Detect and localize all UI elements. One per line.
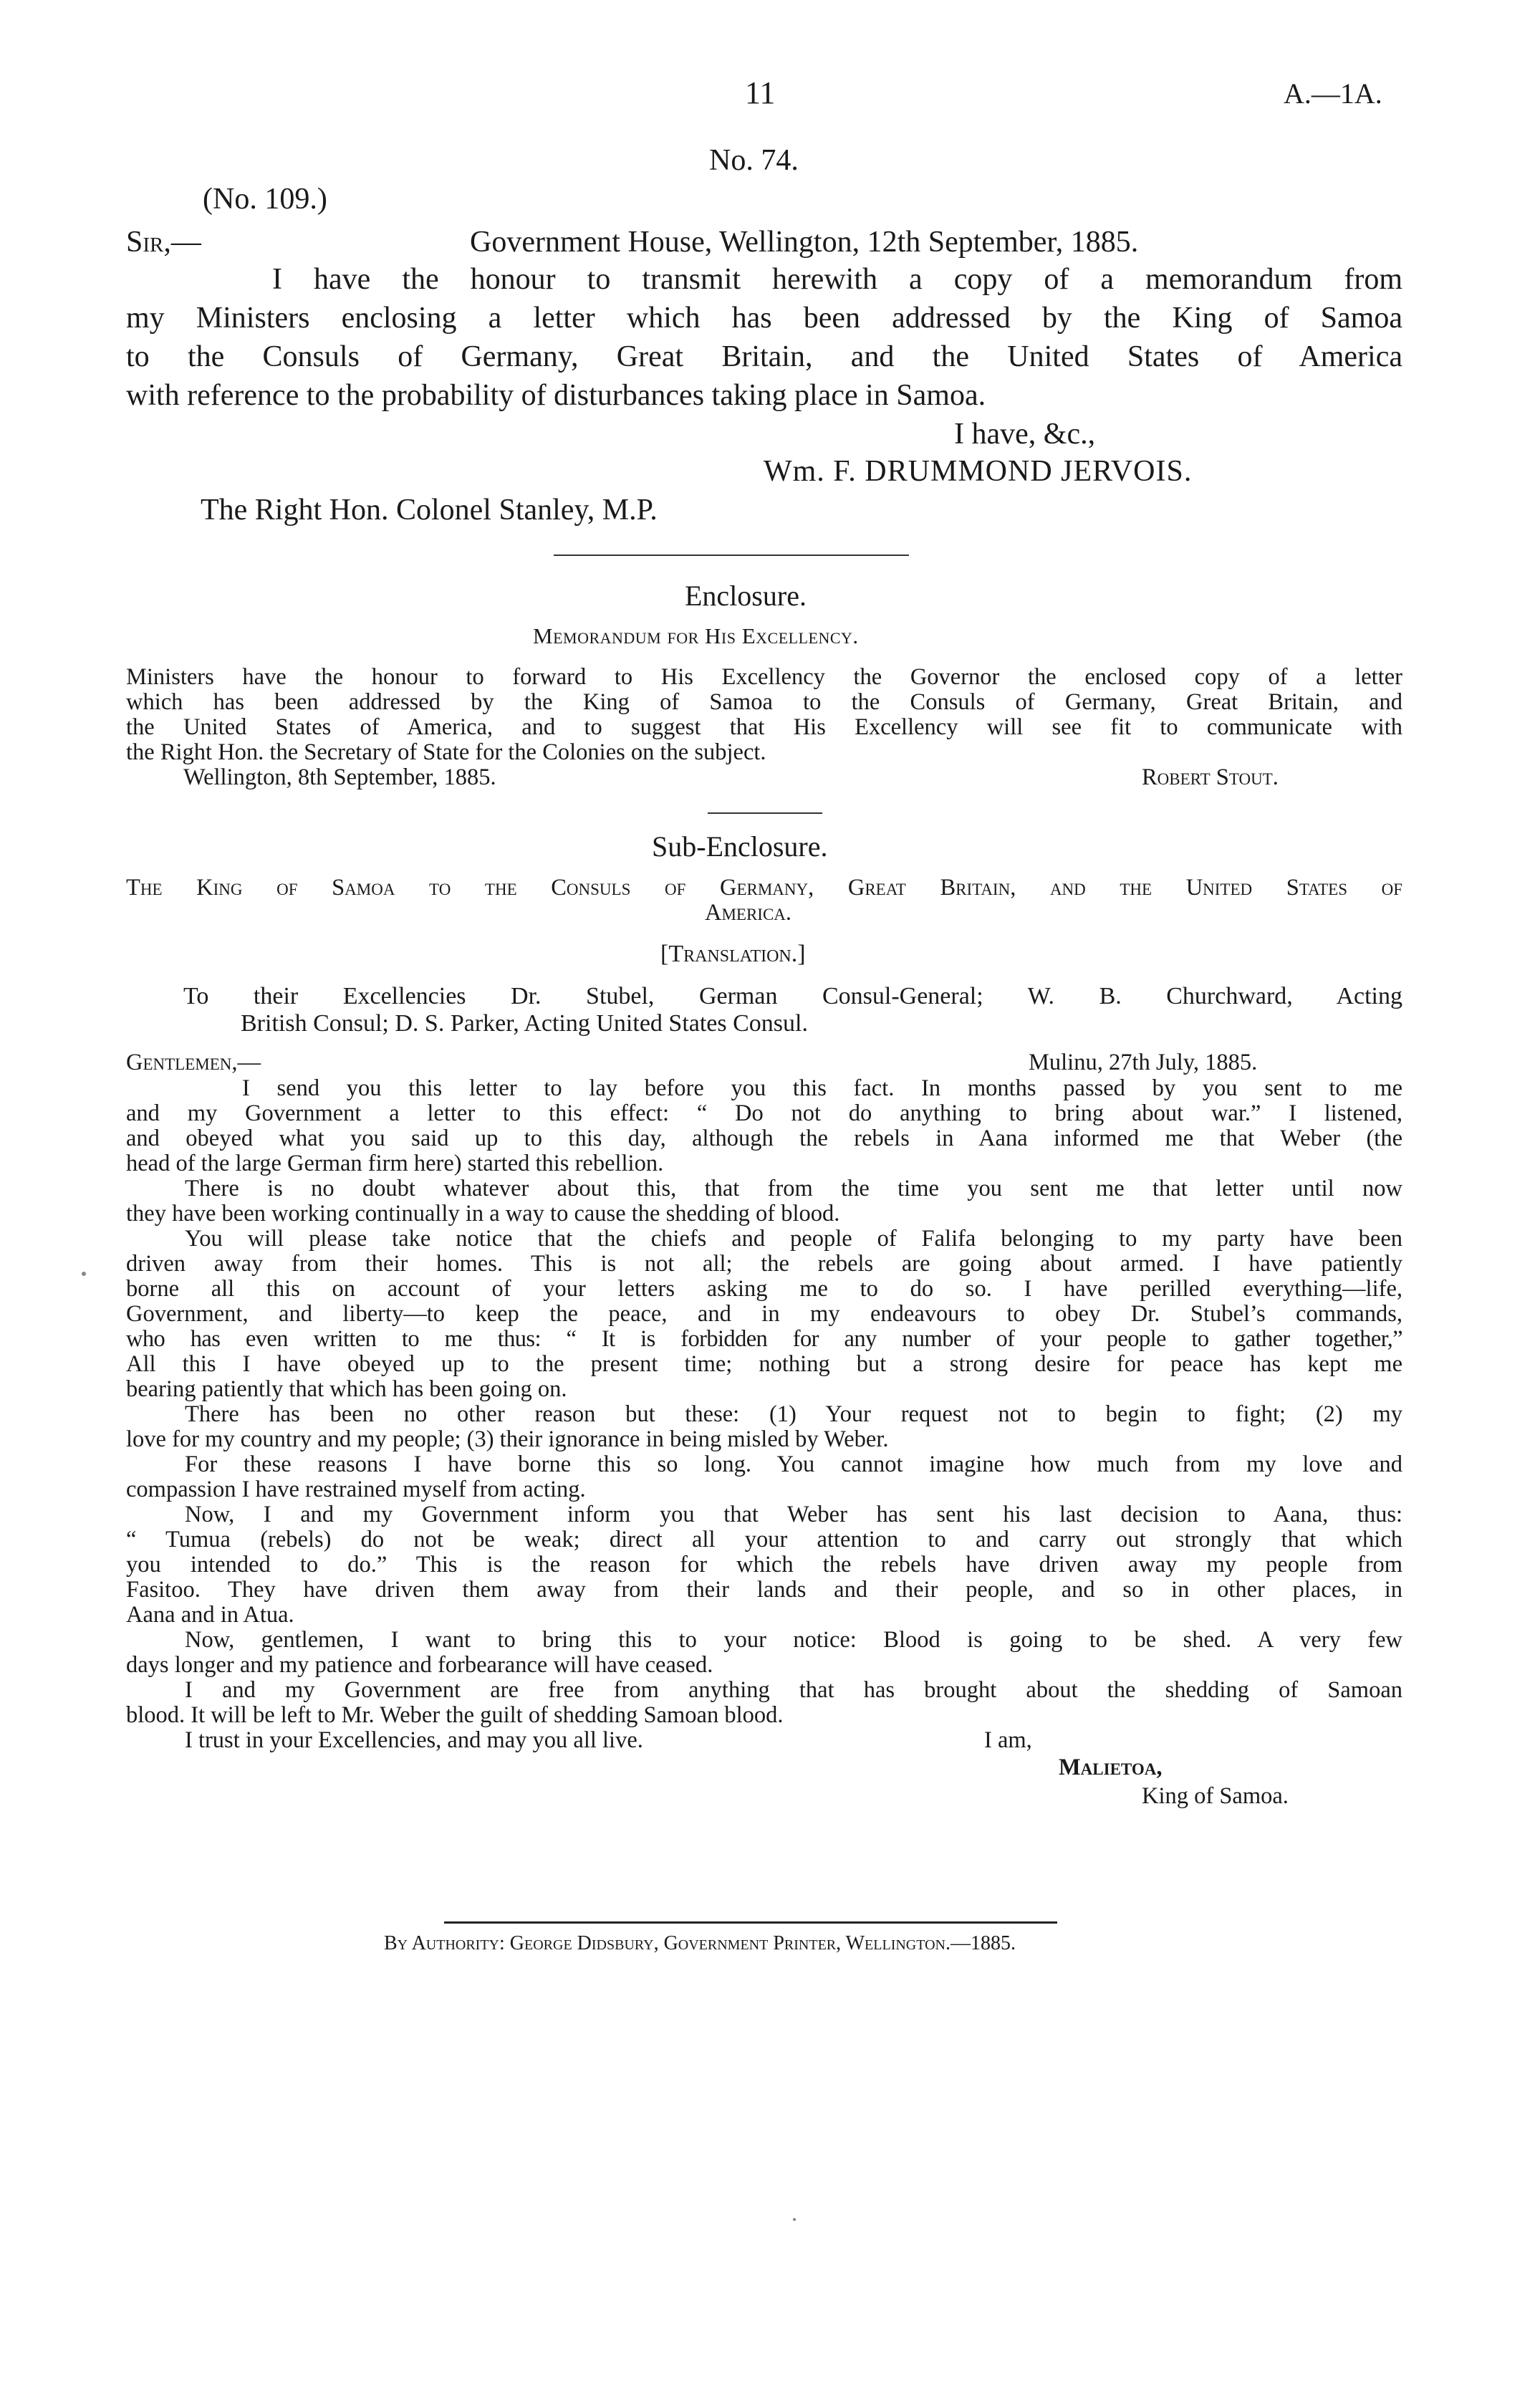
sub-enclosure-place-date: Mulinu, 27th July, 1885. — [1029, 1050, 1258, 1075]
enclosure-body-line-4: the Right Hon. the Secretary of State for the Colonies on the subject. — [126, 739, 766, 765]
letter-body-line-1: I have the honour to transmit herewith a copy of a memorandum from — [272, 263, 1402, 296]
king-letter-line-15: love for my country and my people; (3) their ignorance in being misled by Weber. — [126, 1426, 889, 1452]
king-letter-line-19: “ Tumua (rebels) do not be weak; direct all your attention to and carry out strongly that which — [126, 1527, 1402, 1552]
letter-signature: Wm. F. DRUMMOND JERVOIS. — [764, 455, 1193, 488]
footer-rule — [444, 1921, 1057, 1924]
sub-enclosure-heading: Sub-Enclosure. — [652, 830, 828, 863]
king-letter-line-6: they have been working continually in a way to cause the shedding of blood. — [126, 1201, 840, 1227]
letter-body-line-2: my Ministers enclosing a letter which has been addressed by the King of Samoa — [126, 302, 1402, 335]
king-letter-closing: I am, — [984, 1727, 1032, 1753]
king-letter-line-5: There is no doubt whatever about this, that from the time you sent me that letter until now — [185, 1176, 1402, 1201]
letter-body-line-3: to the Consuls of Germany, Great Britain, and the United States of America — [126, 340, 1402, 373]
king-letter-line-10: Government, and liberty—to keep the peace, and in my endeavours to obey Dr. Stubel’s commands, — [126, 1301, 1402, 1327]
addressees-line-1: To their Excellencies Dr. Stubel, German Consul-General; W. B. Churchward, Acting — [183, 983, 1402, 1009]
letter-salutation: Sir,— — [126, 226, 201, 259]
section-divider — [554, 555, 909, 556]
king-letter-line-24: days longer and my patience and forbearance will have ceased. — [126, 1652, 713, 1678]
letter-body-line-4: with reference to the probability of disturbances taking place in Samoa. — [126, 379, 986, 412]
king-letter-line-3: and obeyed what you said up to this day, although the rebels in Aana informed me that Weber (the — [126, 1125, 1402, 1151]
king-letter-line-2: and my Government a letter to this effect: “ Do not do anything to bring about war.” I listened, — [126, 1100, 1402, 1126]
letter-closing: I have, &c., — [954, 418, 1096, 451]
king-letter-line-14: There has been no other reason but these: (1) Your request not to begin to fight; (2) my — [185, 1401, 1402, 1427]
king-signature-title: King of Samoa. — [1142, 1783, 1289, 1809]
king-letter-line-9: borne all this on account of your letters asking me to do so. I have perilled everything—life, — [126, 1276, 1402, 1302]
enclosure-body-line-2: which has been addressed by the King of Samoa to the Consuls of Germany, Great Britain, and — [126, 689, 1402, 715]
sub-enclosure-salutation: Gentlemen,— — [126, 1050, 261, 1075]
king-letter-line-7: You will please take notice that the chiefs and people of Falifa belonging to my party have been — [185, 1226, 1402, 1252]
enclosure-heading: Enclosure. — [685, 580, 807, 612]
page-speck — [82, 1272, 86, 1276]
enclosure-subheading: Memorandum for His Excellency. — [533, 623, 859, 648]
king-letter-line-16: For these reasons I have borne this so long. You cannot imagine how much from my love and — [185, 1451, 1402, 1477]
king-letter-line-25: I and my Government are free from anything that has brought about the shedding of Samoan — [185, 1677, 1402, 1703]
sub-enclosure-title-line-2: America. — [705, 900, 792, 926]
printer-imprint: By Authority: George Didsbury, Government Printer, Wellington.—1885. — [384, 1932, 1016, 1954]
short-divider — [708, 812, 822, 814]
king-letter-line-12: All this I have obeyed up to the present time; nothing but a strong desire for peace has kept me — [126, 1351, 1402, 1377]
king-letter-line-1: I send you this letter to lay before you this fact. In months passed by you sent to me — [242, 1075, 1402, 1101]
king-letter-line-17: compassion I have restrained myself from acting. — [126, 1477, 586, 1502]
page-speck — [793, 2218, 796, 2221]
enclosure-body-line-3: the United States of America, and to suggest that His Excellency will see fit to communicate with — [126, 714, 1402, 740]
enclosure-place-date: Wellington, 8th September, 1885. — [183, 764, 496, 790]
king-letter-line-22: Aana and in Atua. — [126, 1602, 294, 1628]
letter-place-date: Government House, Wellington, 12th September, 1885. — [470, 226, 1139, 259]
king-letter-line-4: head of the large German firm here) started this rebellion. — [126, 1151, 664, 1176]
letter-addressee: The Right Hon. Colonel Stanley, M.P. — [201, 494, 658, 527]
king-letter-line-11: who has even written to me thus: “ It is forbidden for any number of your people to gather together,” — [126, 1326, 1402, 1352]
king-letter-line-21: Fasitoo. They have driven them away from their lands and their people, and so in other places, in — [126, 1577, 1402, 1603]
letter-number: No. 74. — [709, 144, 799, 177]
king-letter-line-20: you intended to do.” This is the reason for which the rebels have driven away my people from — [126, 1552, 1402, 1578]
king-letter-line-27: I trust in your Excellencies, and may you all live. — [185, 1727, 643, 1753]
king-letter-line-23: Now, gentlemen, I want to bring this to your notice: Blood is going to be shed. A very few — [185, 1627, 1402, 1653]
sub-enclosure-title-line-1: The King of Samoa to the Consuls of Germany, Great Britain, and the United States of — [126, 875, 1402, 901]
king-signature: Malietoa, — [1059, 1755, 1163, 1780]
letter-reference: (No. 109.) — [203, 183, 327, 216]
enclosure-body-line-1: Ministers have the honour to forward to His Excellency the Governor the enclosed copy of a letter — [126, 664, 1402, 690]
page-number: 11 — [745, 75, 776, 110]
document-reference: A.—1A. — [1284, 77, 1382, 110]
king-letter-line-13: bearing patiently that which has been going on. — [126, 1376, 567, 1402]
translation-note: [Translation.] — [660, 941, 806, 967]
king-letter-line-8: driven away from their homes. This is not all; the rebels are going about armed. I have patiently — [126, 1251, 1402, 1277]
king-letter-line-18: Now, I and my Government inform you that Weber has sent his last decision to Aana, thus: — [185, 1502, 1402, 1527]
addressees-line-2: British Consul; D. S. Parker, Acting United States Consul. — [241, 1010, 808, 1037]
king-letter-line-26: blood. It will be left to Mr. Weber the guilt of shedding Samoan blood. — [126, 1702, 784, 1728]
enclosure-signature: Robert Stout. — [1142, 764, 1279, 790]
